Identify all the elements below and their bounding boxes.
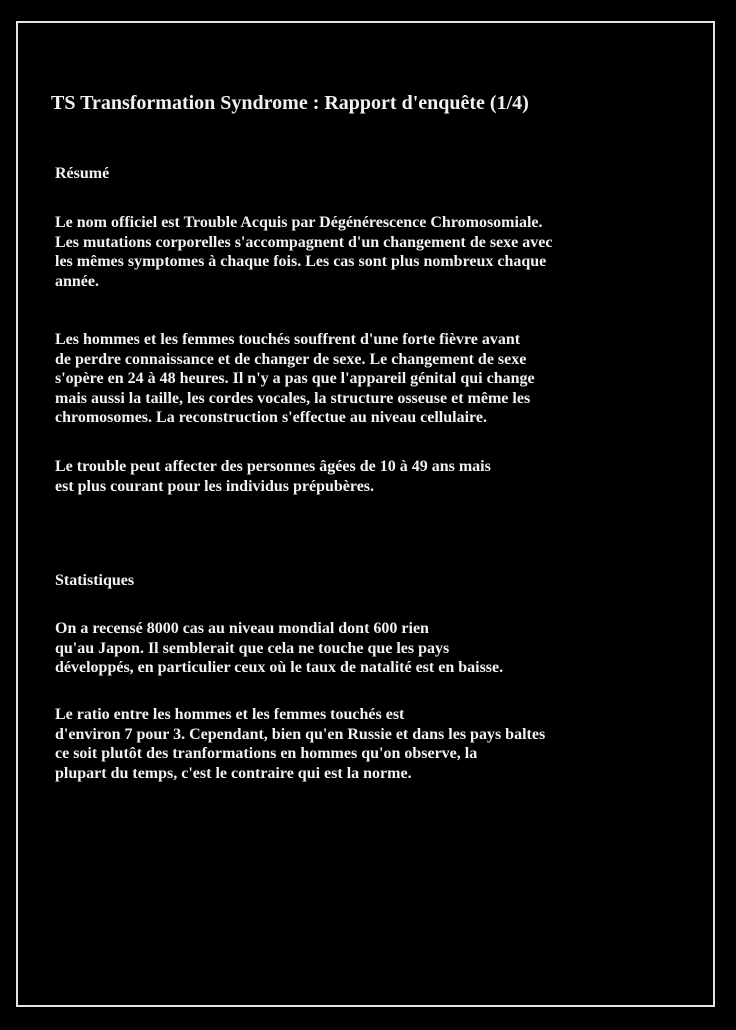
- paragraph-line: Le ratio entre les hommes et les femmes touchés est: [55, 706, 405, 723]
- paragraph-line: les mêmes symptomes à chaque fois. Les cas sont plus nombreux chaque: [55, 253, 547, 270]
- paragraph-line: Le trouble peut affecter des personnes âgées de 10 à 49 ans mais: [55, 458, 491, 475]
- paragraph-line: Les mutations corporelles s'accompagnent d'un changement de sexe avec: [55, 233, 553, 251]
- paragraph-line: plupart du temps, c'est le contraire qui est la norme.: [55, 764, 412, 782]
- document-title: TS Transformation Syndrome : Rapport d'enquête (1/4): [51, 92, 529, 114]
- paragraph-line: Les hommes et les femmes touchés souffrent d'une forte fièvre avant: [55, 331, 521, 348]
- paragraph-line: ce soit plutôt des tranformations en hommes qu'on observe, la: [55, 745, 478, 762]
- paragraph-line: qu'au Japon. Il semblerait que cela ne touche que les pays: [55, 639, 450, 657]
- paragraph-line: On a recensé 8000 cas au niveau mondial dont 600 rien: [55, 620, 429, 637]
- section-heading-resume: Résumé: [55, 165, 110, 182]
- paragraph-line: est plus courant pour les individus prépubères.: [55, 477, 375, 495]
- paragraph-line: développés, en particulier ceux où le taux de natalité est en baisse.: [55, 659, 504, 676]
- paragraph-line: s'opère en 24 à 48 heures. Il n'y a pas que l'appareil génital qui change: [55, 370, 535, 387]
- paragraph-line: de perdre connaissance et de changer de sexe. Le changement de sexe: [55, 350, 527, 368]
- paragraph-line: Le nom officiel est Trouble Acquis par Dégénérescence Chromosomiale.: [55, 214, 543, 231]
- paragraph-line: mais aussi la taille, les cordes vocales, la structure osseuse et même les: [55, 389, 531, 407]
- paragraph-sex-ratio: [55, 705, 545, 783]
- page-border-frame: [16, 21, 715, 1007]
- paragraph-symptoms: [55, 330, 535, 428]
- paragraph-case-counts: [55, 619, 503, 678]
- paragraph-line: d'environ 7 pour 3. Cependant, bien qu'en Russie et dans les pays baltes: [55, 725, 546, 743]
- paragraph-official-name: [55, 213, 552, 291]
- section-heading-statistiques: Statistiques: [55, 572, 135, 589]
- paragraph-line: chromosomes. La reconstruction s'effectue au niveau cellulaire.: [55, 409, 487, 426]
- paragraph-line: année.: [55, 272, 99, 290]
- paragraph-age-range: [55, 457, 491, 496]
